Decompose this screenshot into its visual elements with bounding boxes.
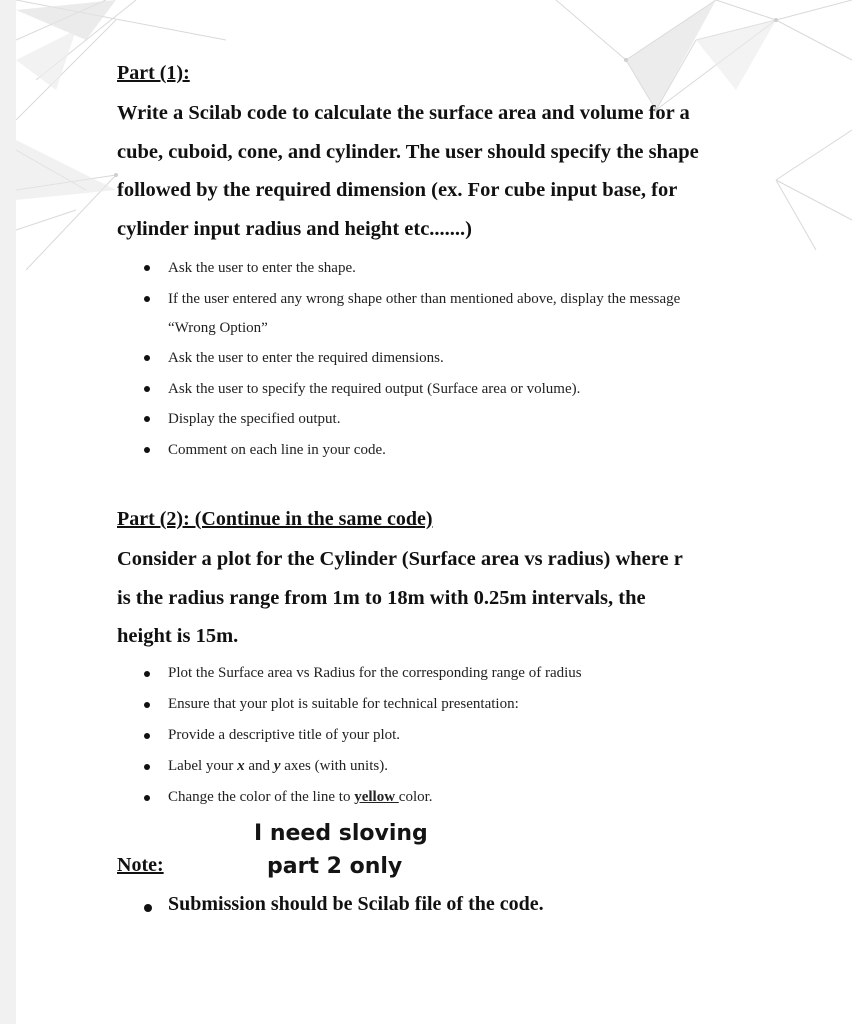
part1-paragraph-line: cube, cuboid, cone, and cylinder. The user should specify the shape — [117, 140, 699, 163]
list-item: Ask the user to enter the required dimensions. — [134, 343, 680, 374]
part1-paragraph-line: Write a Scilab code to calculate the surface area and volume for a — [117, 102, 690, 124]
bullet-icon — [144, 795, 150, 801]
part1-paragraph-line: followed by the required dimension (ex. For cube input base, for — [117, 179, 678, 201]
list-item: Change the color of the line to yellow color. — [134, 782, 582, 813]
bullet-icon — [144, 355, 150, 361]
bullet-icon — [144, 296, 150, 302]
list-item: Provide a descriptive title of your plot. — [134, 720, 582, 751]
part1-paragraph-line: cylinder input radius and height etc.......) — [117, 217, 472, 240]
note-label: Note: — [117, 854, 164, 876]
part2-paragraph-line: is the radius range from 1m to 18m with 0.25m intervals, the — [117, 586, 646, 609]
list-item: Ask the user to specify the required output (Surface area or volume). — [134, 374, 680, 405]
part2-paragraph — [117, 540, 767, 656]
bullet-icon — [144, 764, 150, 770]
part2-bullet-list — [134, 658, 582, 813]
part2-heading: Part (2): (Continue in the same code) — [117, 508, 433, 530]
part1-bullet-list — [134, 253, 680, 465]
bullet-icon — [144, 904, 152, 912]
bullet-icon — [144, 265, 150, 271]
list-item: Display the specified output. — [134, 404, 680, 435]
bullet-icon — [144, 416, 150, 422]
bullet-icon — [144, 386, 150, 392]
list-item-continuation: “Wrong Option” — [168, 320, 268, 336]
list-item: Comment on each line in your code. — [134, 435, 680, 466]
list-item: Ask the user to enter the shape. — [134, 253, 680, 284]
bullet-icon — [144, 733, 150, 739]
submission-text: Submission should be Scilab file of the code. — [168, 893, 544, 915]
list-item: Plot the Surface area vs Radius for the corresponding range of radius — [134, 658, 582, 689]
document-page — [16, 0, 852, 1024]
list-item: Ensure that your plot is suitable for technical presentation: — [134, 689, 582, 720]
part2-paragraph-line: height is 15m. — [117, 625, 239, 647]
list-item: Label your x and y axes (with units). — [134, 751, 582, 782]
bullet-icon — [144, 671, 150, 677]
bullet-icon — [144, 447, 150, 453]
submission-bullet — [134, 893, 544, 916]
part2-paragraph-line: Consider a plot for the Cylinder (Surface area vs radius) where r — [117, 548, 683, 570]
handwritten-note-line1: I need sloving — [254, 821, 428, 846]
bullet-icon — [144, 702, 150, 708]
part1-heading: Part (1): — [117, 62, 190, 84]
part1-paragraph — [117, 94, 767, 248]
list-item: If the user entered any wrong shape other than mentioned above, display the message — [134, 284, 680, 315]
handwritten-note-line2: part 2 only — [267, 854, 403, 879]
